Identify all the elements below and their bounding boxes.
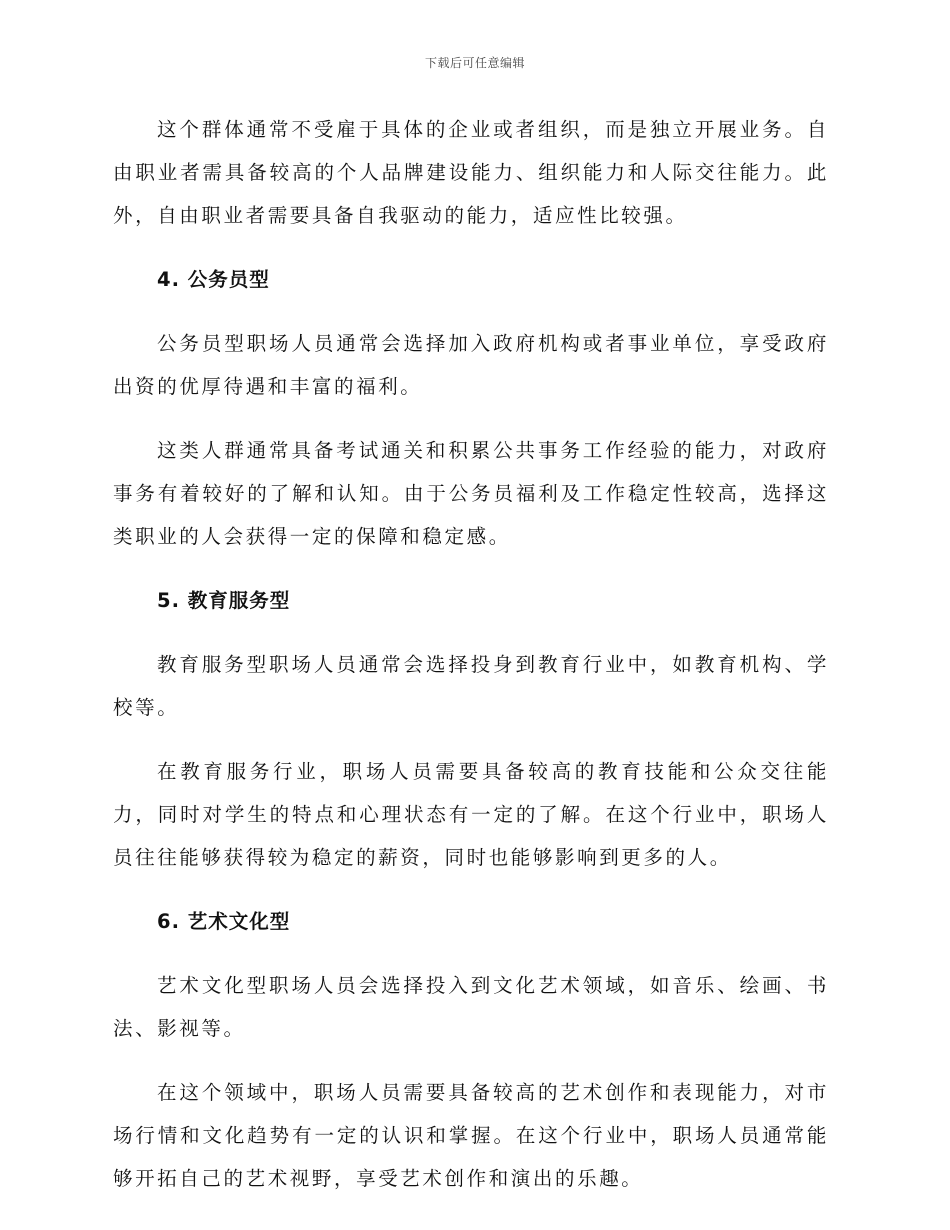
paragraph-freelancer-traits: 这个群体通常不受雇于具体的企业或者组织，而是独立开展业务。自由职业者需具备较高的个人品牌建设能力、组织能力和人际交往能力。此外，自由职业者需要具备自我驱动的能力，适应性比较强。 [113, 118, 829, 227]
section-heading-arts-culture: 6. 艺术文化型 [157, 910, 291, 933]
page-header-note: 下载后可任意编辑 [424, 56, 525, 70]
paragraph-education-intro: 教育服务型职场人员通常会选择投身到教育行业中，如教育机构、学校等。 [113, 653, 829, 719]
paragraph-arts-intro: 艺术文化型职场人员会选择投入到文化艺术领域，如音乐、绘画、书法、影视等。 [113, 974, 829, 1040]
paragraph-arts-traits: 在这个领域中，职场人员需要具备较高的艺术创作和表现能力，对市场行情和文化趋势有一定的认识和掌握。在这个行业中，职场人员通常能够开拓自己的艺术视野，享受艺术创作和演出的乐趣。 [113, 1081, 829, 1190]
paragraph-education-traits: 在教育服务行业，职场人员需要具备较高的教育技能和公众交往能力，同时对学生的特点和心理状态有一定的了解。在这个行业中，职场人员往往能够获得较为稳定的薪资，同时也能够影响到更多的人。 [113, 760, 829, 869]
paragraph-civil-servant-traits: 这类人群通常具备考试通关和积累公共事务工作经验的能力，对政府事务有着较好的了解和认知。由于公务员福利及工作稳定性较高，选择这类职业的人会获得一定的保障和稳定感。 [113, 439, 829, 548]
section-heading-education-service: 5. 教育服务型 [157, 589, 291, 612]
paragraph-civil-servant-intro: 公务员型职场人员通常会选择加入政府机构或者事业单位，享受政府出资的优厚待遇和丰富的福利。 [113, 332, 829, 398]
document-body [113, 108, 829, 1221]
section-heading-civil-servant: 4. 公务员型 [157, 268, 270, 291]
